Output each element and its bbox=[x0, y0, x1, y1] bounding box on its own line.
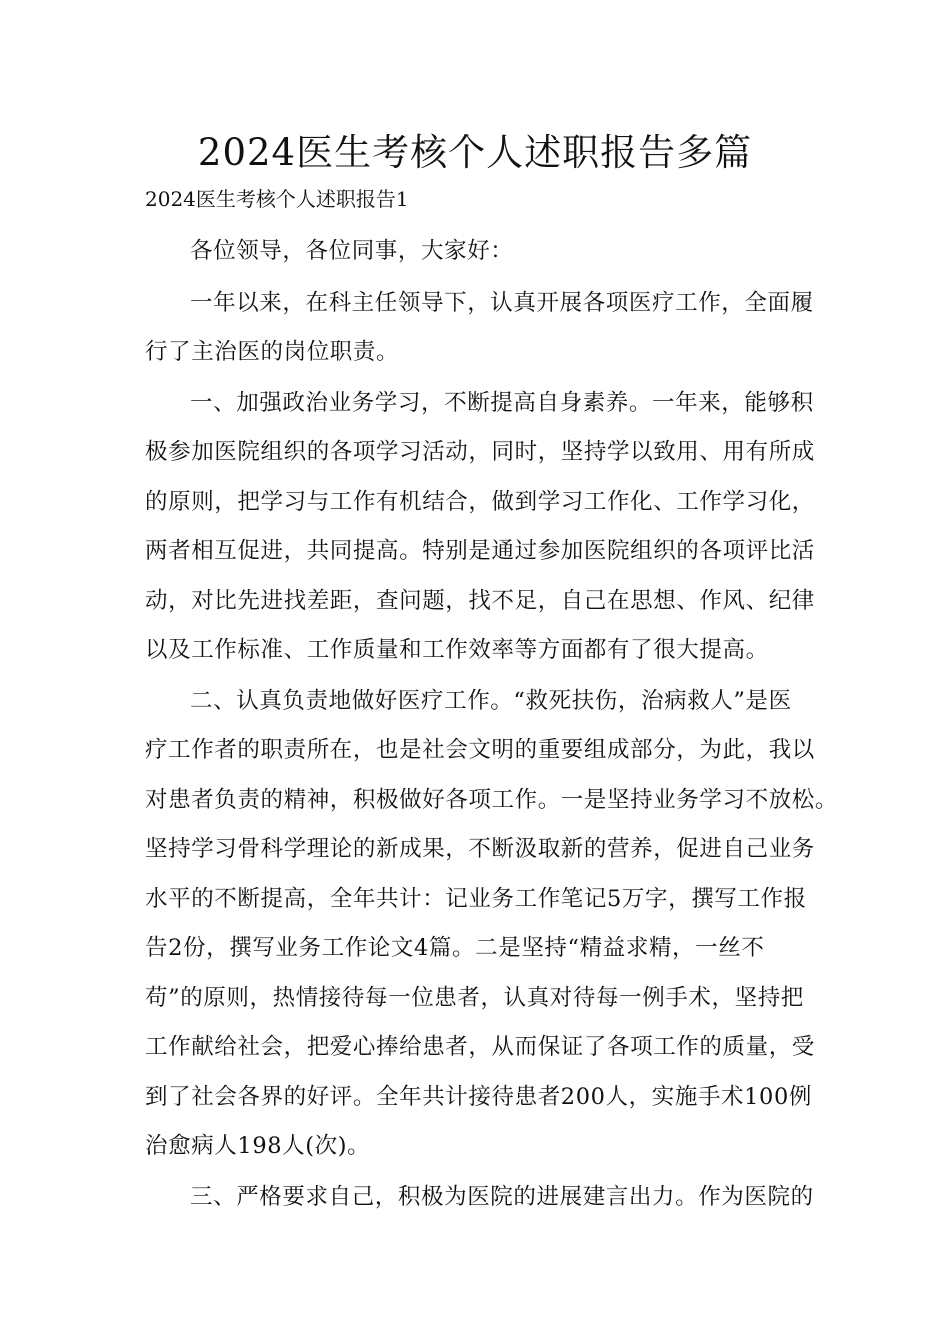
paragraph-line: 两者相互促进，共同提高。特别是通过参加医院组织的各项评比活 bbox=[145, 538, 815, 564]
greeting-line: 各位领导，各位同事，大家好： bbox=[190, 238, 514, 264]
paragraph-line: 以及工作标准、工作质量和工作效率等方面都有了很大提高。 bbox=[145, 637, 769, 663]
document-subtitle: 2024医生考核个人述职报告1 bbox=[145, 187, 409, 211]
paragraph-line: 动，对比先进找差距，查问题，找不足，自己在思想、作风、纪律 bbox=[145, 588, 815, 614]
paragraph-line: 的原则，把学习与工作有机结合，做到学习工作化、工作学习化， bbox=[145, 489, 815, 515]
paragraph-line: 一年以来，在科主任领导下，认真开展各项医疗工作，全面履 bbox=[190, 290, 814, 316]
paragraph-line: 极参加医院组织的各项学习活动，同时，坚持学以致用、用有所成 bbox=[145, 439, 815, 465]
paragraph-line: 坚持学习骨科学理论的新成果，不断汲取新的营养，促进自己业务 bbox=[145, 836, 815, 862]
paragraph-line: 治愈病人198人(次)。 bbox=[145, 1133, 371, 1159]
paragraph-line: 工作献给社会，把爱心捧给患者，从而保证了各项工作的质量，受 bbox=[145, 1034, 815, 1060]
paragraph-line: 三、严格要求自己，积极为医院的进展建言出力。作为医院的 bbox=[190, 1184, 814, 1210]
document-title: 2024医生考核个人述职报告多篇 bbox=[197, 131, 753, 174]
paragraph-line: 苟”的原则，热情接待每一位患者，认真对待每一例手术，坚持把 bbox=[145, 985, 804, 1011]
paragraph-line: 对患者负责的精神，积极做好各项工作。一是坚持业务学习不放松。 bbox=[145, 787, 839, 813]
paragraph-line: 行了主治医的岗位职责。 bbox=[145, 339, 400, 365]
paragraph-line: 一、加强政治业务学习，不断提高自身素养。一年来，能够积 bbox=[190, 390, 814, 416]
paragraph-line: 二、认真负责地做好医疗工作。“救死扶伤，治病救人”是医 bbox=[190, 688, 792, 714]
paragraph-line: 到了社会各界的好评。全年共计接待患者200人，实施手术100例 bbox=[145, 1084, 812, 1110]
paragraph-line: 告2份，撰写业务工作论文4篇。二是坚持“精益求精，一丝不 bbox=[145, 935, 765, 961]
paragraph-line: 疗工作者的职责所在，也是社会文明的重要组成部分，为此，我以 bbox=[145, 737, 815, 763]
paragraph-line: 水平的不断提高，全年共计：记业务工作笔记5万字，撰写工作报 bbox=[145, 886, 807, 912]
